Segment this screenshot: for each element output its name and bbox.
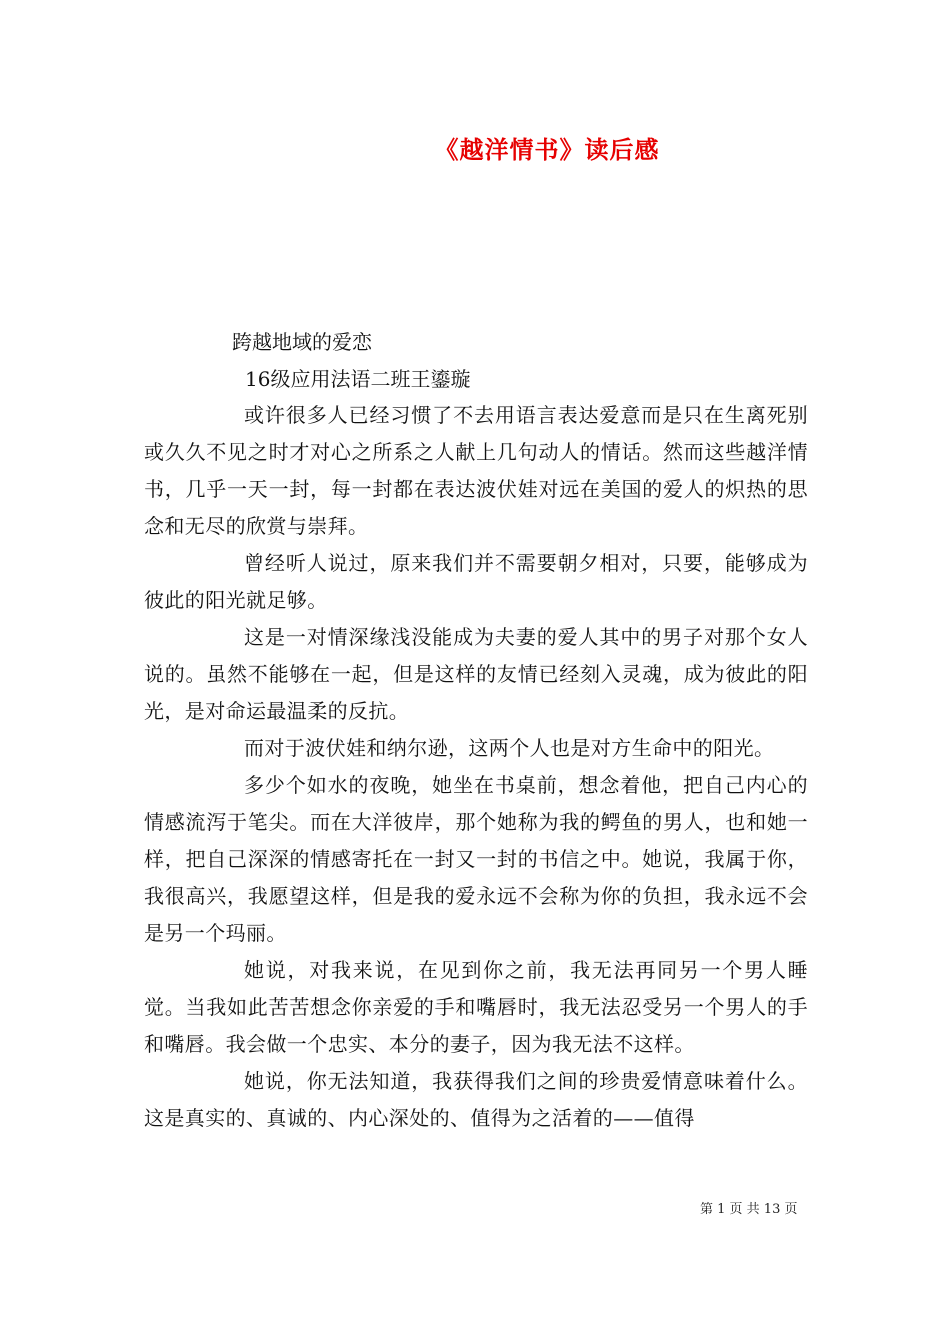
author-line: 16级应用法语二班王鎏璇: [245, 367, 471, 391]
paragraph: 而对于波伏娃和纳尔逊，这两个人也是对方生命中的阳光。: [244, 736, 775, 760]
document-subtitle: 跨越地域的爱恋: [232, 330, 372, 354]
paragraph: 她说，对我来说，在见到你之前，我无法再同另一个男人睡觉。当我如此苦苦想念你亲爱的手和嘴唇时，我无法忍受另一个男人的手和嘴唇。我会做一个忠实、本分的妻子，因为我无法不这样。: [144, 958, 808, 1056]
document-title: 《越洋情书》读后感: [434, 135, 660, 164]
paragraph: 这是一对情深缘浅没能成为夫妻的爱人其中的男子对那个女人说的。虽然不能够在一起，但是这样的友情已经刻入灵魂，成为彼此的阳光，是对命运最温柔的反抗。: [144, 625, 808, 723]
paragraph: 她说，你无法知道，我获得我们之间的珍贵爱情意味着什么。这是真实的、真诚的、内心深处的、值得为之活着的——值得: [144, 1069, 808, 1130]
paragraph: 多少个如水的夜晚，她坐在书桌前，想念着他，把自己内心的情感流泻于笔尖。而在大洋彼岸，那个她称为我的鳄鱼的男人，也和她一样，把自己深深的情感寄托在一封又一封的书信之中。她说，我属于你，我很高兴，我愿望这样，但是我的爱永远不会称为你的负担，我永远不会是另一个玛丽。: [144, 773, 808, 945]
page-number-footer: 第 1 页 共 13 页: [700, 1202, 798, 1217]
paragraph: 或许很多人已经习惯了不去用语言表达爱意而是只在生离死别或久久不见之时才对心之所系之人献上几句动人的情话。然而这些越洋情书，几乎一天一封，每一封都在表达波伏娃对远在美国的爱人的炽热的思念和无尽的欣赏与崇拜。: [144, 403, 808, 538]
paragraph: 曾经听人说过，原来我们并不需要朝夕相对，只要，能够成为彼此的阳光就足够。: [144, 551, 808, 612]
body-text: [144, 397, 808, 1137]
